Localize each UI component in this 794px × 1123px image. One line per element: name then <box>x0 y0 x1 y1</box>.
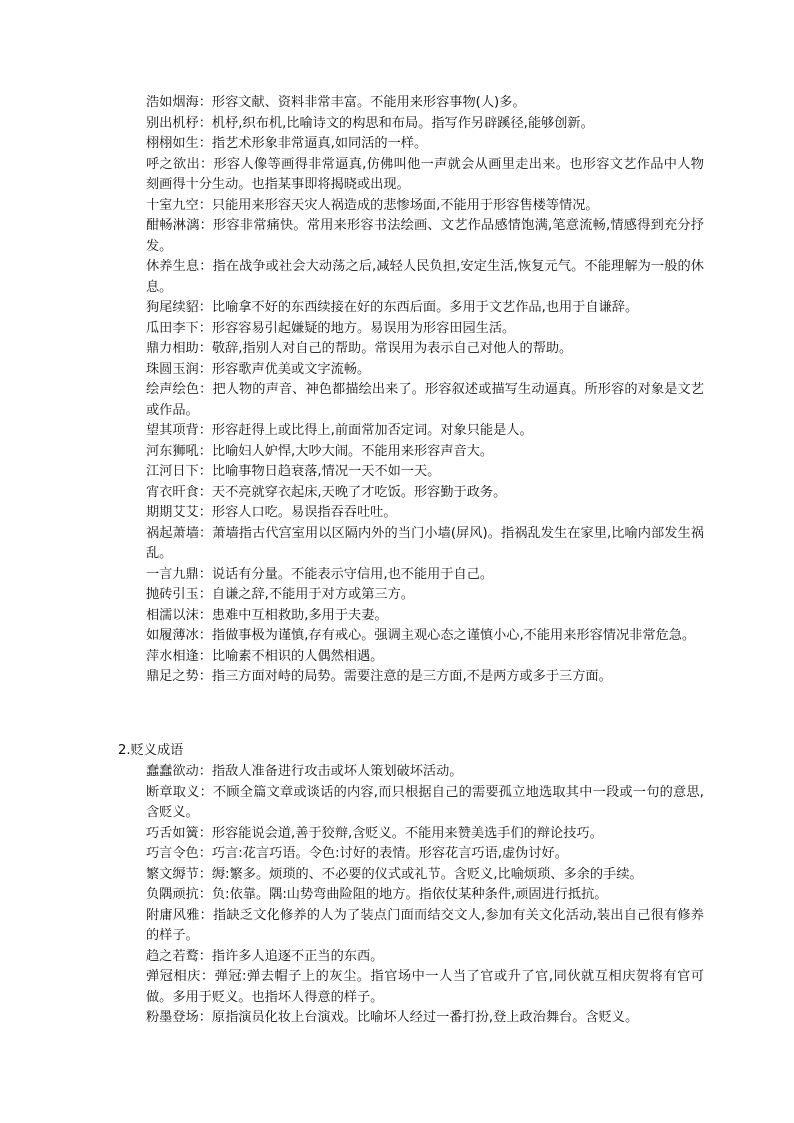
idiom-entry: 蠢蠢欲动：指敌人准备进行攻击或坏人策划破坏活动。 <box>146 764 463 779</box>
idiom-entry: 河东狮吼：比喻妇人妒悍,大吵大闹。不能用来形容声音大。 <box>146 443 494 459</box>
idiom-entry: 呼之欲出：形容人像等画得非常逼真,仿佛叫他一声就会从画里走出来。也形容文艺作品中人物刻画得十分生动。也指某事即将揭晓或出现。 <box>146 156 704 192</box>
idiom-entry: 栩栩如生：指艺术形象非常逼真,如同活的一样。 <box>146 136 428 151</box>
idiom-entry: 粉墨登场：原指演员化妆上台演戏。比喻坏人经过一番打扮,登上政治舞台。含贬义。 <box>146 1010 639 1025</box>
idiom-entry: 浩如烟海：形容文献、资料非常丰富。不能用来形容事物(人)多。 <box>146 95 526 110</box>
idiom-entry: 祸起萧墙：萧墙指古代宫室用以区隔内外的当门小墙(屏风)。指祸乱发生在家里,比喻内部发生祸乱。 <box>146 525 704 561</box>
idiom-entry: 附庸风雅：指缺乏文化修养的人为了装点门面而结交文人,参加有关文化活动,装出自己很有修养的样子。 <box>146 907 704 943</box>
idiom-entry: 珠圆玉润：形容歌声优美或文字流畅。 <box>146 361 371 377</box>
idiom-entry: 抛砖引玉：自谦之辞,不能用于对方或第三方。 <box>146 587 414 602</box>
idiom-entry: 期期艾艾：形容人口吃。易误指吞吞吐吐。 <box>146 505 397 520</box>
idiom-entry: 一言九鼎：说话有分量。不能表示守信用,也不能用于自己。 <box>146 566 494 582</box>
section-2-list <box>146 762 704 1029</box>
idiom-entry: 瓜田李下：形容容易引起嫌疑的地方。易误用为形容田园生活。 <box>146 320 516 336</box>
idiom-entry: 绘声绘色：把人物的声音、神色都描绘出来了。形容叙述或描写生动逼真。所形容的对象是文艺或作品。 <box>146 382 704 418</box>
idiom-entry: 趋之若鹜：指许多人追逐不正当的东西。 <box>146 948 384 964</box>
idiom-entry: 断章取义：不顾全篇文章或谈话的内容,而只根据自己的需要孤立地选取其中一段或一句的意思,含贬义。 <box>146 784 704 820</box>
idiom-entry: 弹冠相庆：弹冠:弹去帽子上的灰尘。指官场中一人当了官或升了官,同伙就互相庆贺将有官可做。多用于贬义。也指坏人得意的样子。 <box>146 969 704 1005</box>
idiom-entry: 繁文缛节：缛:繁多。烦琐的、不必要的仪式或礼节。含贬义,比喻烦琐、多余的手续。 <box>146 866 643 882</box>
idiom-entry: 萍水相逢：比喻素不相识的人偶然相遇。 <box>146 648 384 664</box>
idiom-entry: 相濡以沫：患难中互相救助,多用于夫妻。 <box>146 607 388 623</box>
idiom-entry: 十室九空：只能用来形容天灾人祸造成的悲惨场面,不能用于形容售楼等情况。 <box>146 197 599 213</box>
idiom-entry: 鼎足之势：指三方面对峙的局势。需要注意的是三方面,不是两方或多于三方面。 <box>146 669 612 684</box>
idiom-entry: 江河日下：比喻事物日趋衰落,情况一天不如一天。 <box>146 464 441 479</box>
idiom-entry: 别出机杼：机杼,织布机,比喻诗文的构思和布局。指写作另辟蹊径,能够创新。 <box>146 115 594 131</box>
idiom-entry: 巧舌如簧：形容能说会道,善于狡辩,含贬义。不能用来赞美选手们的辩论技巧。 <box>146 825 603 841</box>
section-1-list <box>146 93 704 688</box>
idiom-entry: 酣畅淋漓：形容非常痛快。常用来形容书法绘画、文艺作品感情饱满,笔意流畅,情感得到充分抒发。 <box>146 218 704 254</box>
idiom-entry: 负隅顽抗：负:依靠。隅:山势弯曲险阻的地方。指依仗某种条件,顽固进行抵抗。 <box>146 887 608 902</box>
idiom-entry: 如履薄冰：指做事极为谨慎,存有戒心。强调主观心态之谨慎小心,不能用来形容情况非常危急。 <box>146 628 696 643</box>
idiom-entry: 休养生息：指在战争或社会大动荡之后,减轻人民负担,安定生活,恢复元气。不能理解为一般的休息。 <box>146 259 704 295</box>
idiom-entry: 宵衣旰食：天不亮就穿衣起床,天晚了才吃饭。形容勤于政务。 <box>146 484 507 500</box>
idiom-entry: 望其项背：形容赶得上或比得上,前面常加否定词。对象只能是人。 <box>146 423 533 438</box>
idiom-entry: 狗尾续貂：比喻拿不好的东西续接在好的东西后面。多用于文艺作品,也用于自谦辞。 <box>146 300 639 315</box>
section-2-heading: 2.贬义成语 <box>118 743 184 758</box>
idiom-entry: 鼎力相助：敬辞,指别人对自己的帮助。常误用为表示自己对他人的帮助。 <box>146 341 573 356</box>
idiom-entry: 巧言令色：巧言:花言巧语。令色:讨好的表情。形容花言巧语,虚伪讨好。 <box>146 846 568 861</box>
